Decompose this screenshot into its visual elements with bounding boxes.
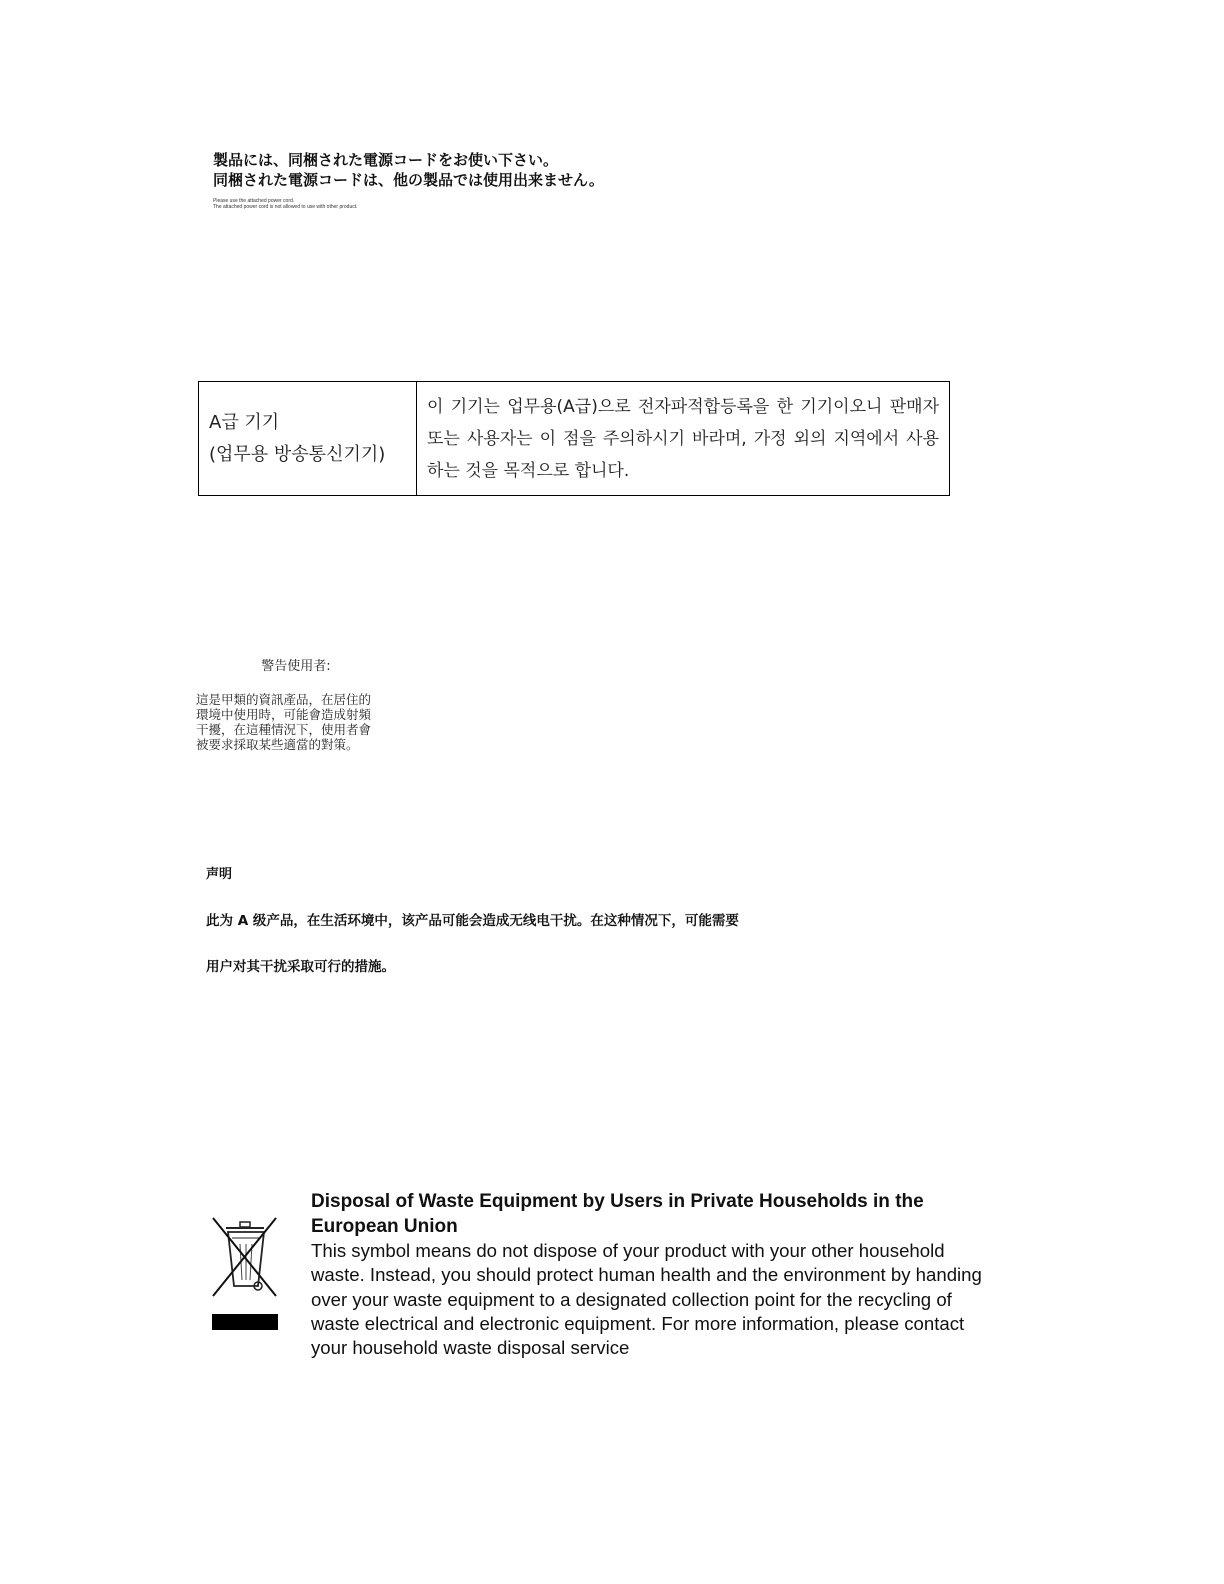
weee-title: Disposal of Waste Equipment by Users in Private Households in the European Union	[311, 1191, 924, 1237]
korea-class-label-cell	[199, 382, 417, 496]
china-statement-line-1: 此为 A 级产品，在生活环境中，该产品可能会造成无线电干扰。在这种情况下，可能需要	[206, 913, 739, 929]
crossed-out-wheelie-bin-icon	[210, 1214, 280, 1332]
china-statement	[206, 866, 826, 976]
taiwan-warning-title: 警告使用者:	[261, 659, 331, 674]
china-statement-line-2: 用户对其干扰采取可行的措施。	[206, 959, 395, 975]
weee-body: This symbol means do not dispose of your product with your other household waste. Instead, you should protect human health and the environment by handing over your waste equipment to a designated collection point for the recycling of waste electrical and electronic equipment. For more information, please contact your household waste disposal service	[311, 1240, 982, 1359]
taiwan-warning	[196, 656, 396, 752]
weee-disposal-notice	[311, 1189, 1001, 1360]
japan-notice-line-2: 同梱された電源コードは、他の製品では使用出来ません。	[213, 171, 604, 189]
korea-statement: 이 기기는 업무용(A급)으로 전자파적합등록을 한 기기이오니 판매자 또는 사용자는 이 점을 주의하시기 바라며, 가정 외의 지역에서 사용하는 것을 목적으로 합니다.	[427, 396, 939, 481]
taiwan-warning-line-1: 這是甲類的資訊產品，在居住的	[196, 692, 372, 707]
taiwan-warning-text	[196, 692, 396, 752]
korea-class-sublabel: (업무용 방송통신기기)	[209, 443, 386, 465]
taiwan-warning-line-3: 干擾，在這種情況下，使用者會	[196, 722, 372, 737]
japan-notice-english-line-2: The attached power cord is not allowed to use with other product.	[213, 204, 358, 210]
japan-notice-english-line-1: Please use the attached power cord.	[213, 198, 295, 204]
taiwan-warning-line-2: 環境中使用時，可能會造成射頻	[196, 707, 372, 722]
taiwan-warning-line-4: 被要求採取某些適當的對策。	[196, 737, 359, 752]
korea-statement-cell	[417, 382, 950, 496]
japan-notice-line-1: 製品には、同梱された電源コードをお使い下さい。	[213, 151, 559, 169]
korea-class-a-table	[198, 381, 950, 496]
japan-power-cord-notice	[213, 150, 773, 210]
korea-class-label: A급 기기	[209, 411, 280, 433]
china-statement-title: 声明	[206, 867, 233, 882]
